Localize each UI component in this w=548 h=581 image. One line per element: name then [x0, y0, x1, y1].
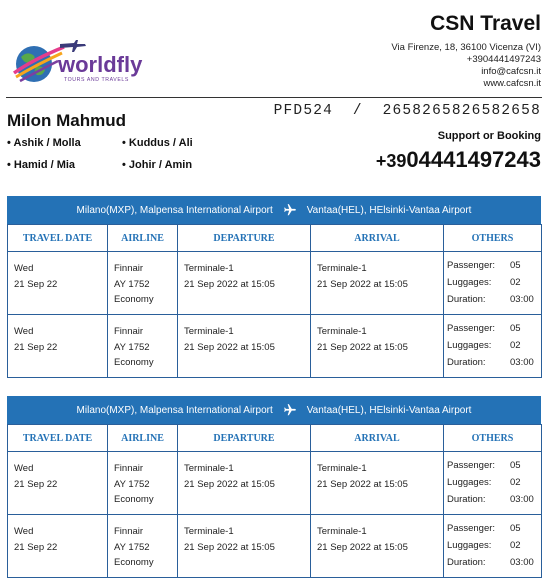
travel-date: 21 Sep 22	[14, 278, 58, 290]
luggage-count-label: Luggages:	[447, 540, 492, 551]
pnr-separator: /	[352, 103, 363, 119]
luggage-count: 02	[510, 540, 521, 551]
column-header: ARRIVAL	[311, 225, 444, 252]
travel-date-cell	[8, 515, 108, 578]
phone-prefix: +39	[375, 151, 407, 171]
table-row	[8, 452, 542, 515]
flight-section	[7, 196, 541, 378]
cabin-class: Economy	[114, 557, 154, 568]
travel-date-cell	[8, 452, 108, 515]
departure-terminal: Terminale-1	[184, 526, 234, 537]
table-row	[8, 315, 542, 378]
logo-text: worldfly	[58, 52, 143, 77]
arrival-time: 21 Sep 2022 at 15:05	[317, 341, 408, 353]
header-divider	[6, 97, 542, 98]
arrival-cell	[311, 515, 444, 578]
flight-number: AY 1752	[114, 341, 150, 353]
duration-label: Duration:	[447, 494, 486, 505]
arrival-time: 21 Sep 2022 at 15:05	[317, 278, 408, 290]
passenger-count: 05	[510, 260, 521, 271]
companion-item: • Hamid / Mia	[7, 159, 76, 171]
flight-duration: 03:00	[510, 557, 534, 568]
flight-table	[7, 424, 542, 578]
booking-reference	[274, 103, 541, 119]
support-phone	[376, 147, 541, 173]
arrival-terminal: Terminale-1	[317, 463, 367, 474]
route-origin: Milano(MXP), Malpensa International Airport	[76, 204, 273, 216]
luggage-count-label: Luggages:	[447, 477, 492, 488]
column-header: TRAVEL DATE	[8, 225, 108, 252]
phone-number: 04441497243	[406, 147, 541, 172]
table-row	[8, 515, 542, 578]
departure-terminal: Terminale-1	[184, 326, 234, 337]
arrival-terminal: Terminale-1	[317, 263, 367, 274]
flight-table	[7, 224, 542, 378]
airline-cell	[108, 515, 178, 578]
arrival-cell	[311, 452, 444, 515]
cabin-class: Economy	[114, 294, 154, 305]
airplane-icon	[283, 203, 297, 217]
column-header: OTHERS	[444, 425, 542, 452]
passenger-count-label: Passenger:	[447, 460, 496, 471]
travel-date: 21 Sep 22	[14, 341, 58, 353]
flight-duration: 03:00	[510, 294, 534, 305]
arrival-terminal: Terminale-1	[317, 326, 367, 337]
companion-item: • Kuddus / Ali	[122, 137, 193, 149]
arrival-time: 21 Sep 2022 at 15:05	[317, 541, 408, 553]
airline-cell	[108, 315, 178, 378]
arrival-terminal: Terminale-1	[317, 526, 367, 537]
travel-day: Wed	[14, 463, 34, 474]
ticket-number: 2658265826582658	[382, 103, 541, 119]
cabin-class: Economy	[114, 494, 154, 505]
travel-date: 21 Sep 22	[14, 541, 58, 553]
column-header: ARRIVAL	[311, 425, 444, 452]
flight-number: AY 1752	[114, 541, 150, 553]
column-header: AIRLINE	[108, 425, 178, 452]
departure-cell	[178, 315, 311, 378]
airline-cell	[108, 252, 178, 315]
luggage-count: 02	[510, 277, 521, 288]
departure-time: 21 Sep 2022 at 15:05	[184, 541, 275, 553]
departure-terminal: Terminale-1	[184, 463, 234, 474]
flight-number: AY 1752	[114, 478, 150, 490]
company-name: CSN Travel	[430, 12, 541, 35]
route-destination: Vantaa(HEL), HElsinki-Vantaa Airport	[306, 204, 472, 216]
passenger-count: 05	[510, 323, 521, 334]
arrival-cell	[311, 315, 444, 378]
route-banner	[7, 396, 541, 424]
company-address: Via Firenze, 18, 36100 Vicenza (VI)	[391, 42, 541, 53]
route-destination: Vantaa(HEL), HElsinki-Vantaa Airport	[306, 404, 472, 416]
flight-duration: 03:00	[510, 357, 534, 368]
company-website: www.cafcsn.it	[483, 78, 541, 89]
passenger-count-label: Passenger:	[447, 260, 496, 271]
luggage-count-label: Luggages:	[447, 340, 492, 351]
duration-label: Duration:	[447, 557, 486, 568]
company-email: info@cafcsn.it	[481, 66, 541, 77]
others-cell	[444, 315, 542, 378]
airline-name: Finnair	[114, 263, 144, 274]
airline-name: Finnair	[114, 463, 144, 474]
flight-section	[7, 396, 541, 578]
travel-day: Wed	[14, 526, 34, 537]
column-header: AIRLINE	[108, 225, 178, 252]
duration-label: Duration:	[447, 357, 486, 368]
passenger-count-label: Passenger:	[447, 323, 496, 334]
travel-day: Wed	[14, 263, 34, 274]
others-cell	[444, 515, 542, 578]
departure-cell	[178, 452, 311, 515]
support-label: Support or Booking	[437, 130, 541, 142]
airline-name: Finnair	[114, 326, 144, 337]
airline-name: Finnair	[114, 526, 144, 537]
column-header: OTHERS	[444, 225, 542, 252]
airline-cell	[108, 452, 178, 515]
travel-date: 21 Sep 22	[14, 478, 58, 490]
airplane-icon	[283, 403, 297, 417]
passenger-count-label: Passenger:	[447, 523, 496, 534]
table-row	[8, 252, 542, 315]
departure-terminal: Terminale-1	[184, 263, 234, 274]
passenger-count: 05	[510, 460, 521, 471]
company-phone: +3904441497243	[466, 54, 541, 65]
travel-date-cell	[8, 315, 108, 378]
table-header-row	[8, 425, 542, 452]
arrival-cell	[311, 252, 444, 315]
pnr-code: PFD524	[273, 103, 334, 119]
column-header: DEPARTURE	[178, 425, 311, 452]
companion-item: • Ashik / Molla	[7, 137, 81, 149]
luggage-count-label: Luggages:	[447, 277, 492, 288]
others-cell	[444, 452, 542, 515]
passenger-count: 05	[510, 523, 521, 534]
luggage-count: 02	[510, 477, 521, 488]
departure-cell	[178, 515, 311, 578]
route-origin: Milano(MXP), Malpensa International Airport	[76, 404, 273, 416]
column-header: DEPARTURE	[178, 225, 311, 252]
flight-number: AY 1752	[114, 278, 150, 290]
others-cell	[444, 252, 542, 315]
departure-time: 21 Sep 2022 at 15:05	[184, 278, 275, 290]
luggage-count: 02	[510, 340, 521, 351]
company-info	[391, 11, 541, 90]
departure-time: 21 Sep 2022 at 15:05	[184, 341, 275, 353]
travel-day: Wed	[14, 326, 34, 337]
column-header: TRAVEL DATE	[8, 425, 108, 452]
departure-cell	[178, 252, 311, 315]
logo-tagline: TOURS AND TRAVELS	[64, 77, 129, 83]
arrival-time: 21 Sep 2022 at 15:05	[317, 478, 408, 490]
globe-plane-icon	[12, 37, 157, 87]
passenger-name: Milon Mahmud	[7, 111, 126, 130]
worldfly-logo	[12, 37, 157, 87]
companion-item: • Johir / Amin	[122, 159, 193, 171]
duration-label: Duration:	[447, 294, 486, 305]
cabin-class: Economy	[114, 357, 154, 368]
travel-date-cell	[8, 252, 108, 315]
table-header-row	[8, 225, 542, 252]
route-banner	[7, 196, 541, 224]
flight-duration: 03:00	[510, 494, 534, 505]
departure-time: 21 Sep 2022 at 15:05	[184, 478, 275, 490]
